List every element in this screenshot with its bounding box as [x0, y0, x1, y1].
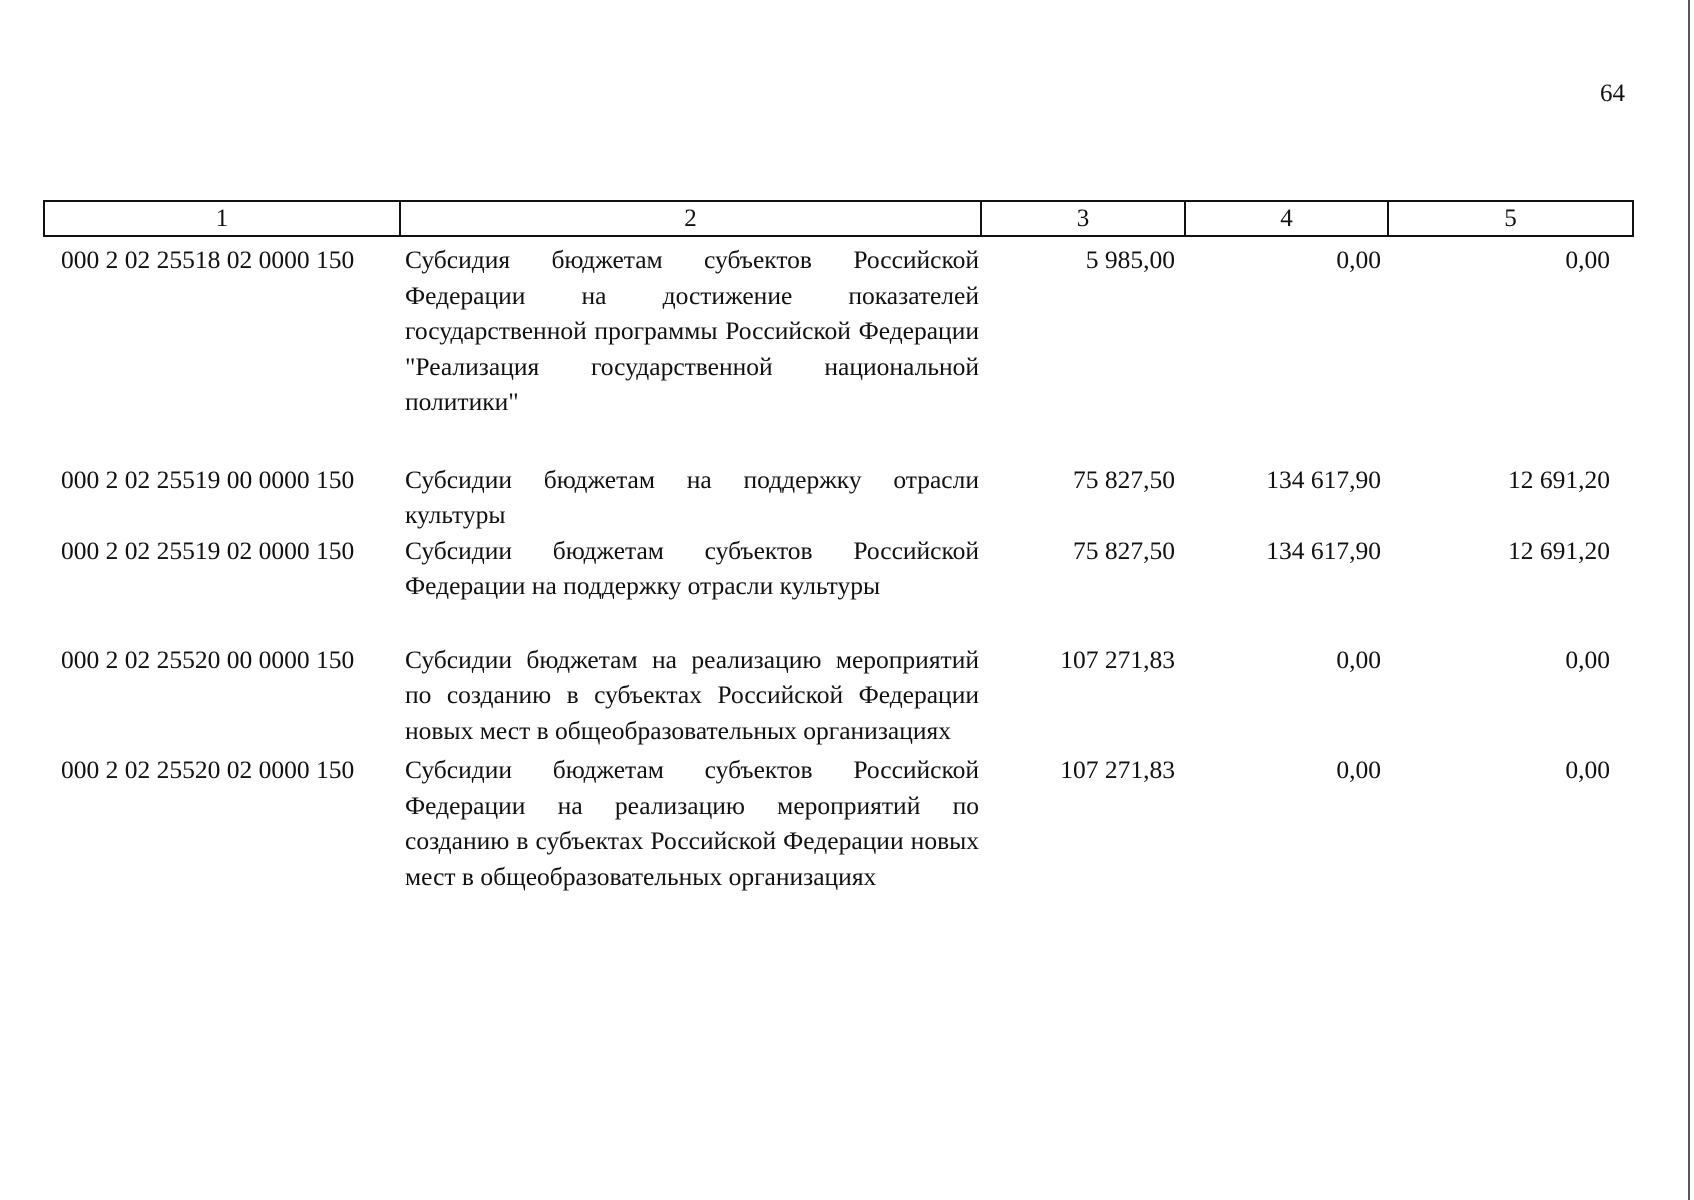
table-row	[43, 752, 1634, 894]
row-value-col3: 107 271,83	[1060, 644, 1175, 674]
row-value-col4: 134 617,90	[1266, 464, 1381, 494]
row-code: 000 2 02 25520 00 0000 150	[61, 644, 355, 674]
table-row	[43, 462, 1634, 533]
row-code: 000 2 02 25519 02 0000 150	[61, 535, 355, 565]
header-cell-2: 2	[401, 202, 982, 235]
header-cell-5: 5	[1504, 205, 1517, 232]
table-header	[43, 200, 1634, 237]
row-description: Субсидии бюджетам субъектов Российской Федерации на реализацию мероприятий по созданию в субъектах Российской Федерации новых мест в общеобразовательных организациях	[405, 755, 979, 891]
row-description: Субсидия бюджетам субъектов Российской Федерации на достижение показателей государственной программы Российской Федерации "Реализация государственной национальной политики"	[405, 245, 979, 416]
row-value-col3: 5 985,00	[1085, 245, 1175, 274]
table-body	[43, 242, 1634, 894]
row-description: Субсидии бюджетам на поддержку отрасли культуры	[405, 464, 979, 529]
header-cell-3: 3	[982, 202, 1186, 235]
row-value-col3: 75 827,50	[1073, 535, 1175, 565]
row-value-col4: 0,00	[1336, 755, 1381, 784]
page-number: 64	[1600, 80, 1625, 107]
header-cell-4: 4	[1186, 202, 1389, 235]
row-code: 000 2 02 25518 02 0000 150	[61, 245, 355, 274]
table-row	[43, 242, 1634, 420]
row-value-col5: 12 691,20	[1508, 464, 1610, 494]
row-value-col4: 134 617,90	[1266, 535, 1381, 565]
row-value-col5: 0,00	[1565, 644, 1610, 674]
row-value-col4: 0,00	[1336, 644, 1381, 674]
row-value-col5: 0,00	[1565, 755, 1610, 784]
row-value-col3: 75 827,50	[1073, 464, 1175, 494]
table-row	[43, 533, 1634, 604]
row-value-col4: 0,00	[1336, 245, 1381, 274]
row-code: 000 2 02 25520 02 0000 150	[61, 755, 355, 784]
table-row	[43, 642, 1634, 749]
row-value-col3: 107 271,83	[1060, 755, 1175, 784]
header-cell-1: 1	[45, 202, 401, 235]
row-value-col5: 0,00	[1565, 245, 1610, 274]
row-description: Субсидии бюджетам субъектов Российской Федерации на поддержку отрасли культуры	[405, 535, 979, 600]
row-code: 000 2 02 25519 00 0000 150	[61, 464, 355, 494]
row-value-col5: 12 691,20	[1508, 535, 1610, 565]
row-description: Субсидии бюджетам на реализацию мероприятий по созданию в субъектах Российской Федерации новых мест в общеобразовательных организациях	[405, 644, 979, 745]
page-edge-line	[1688, 0, 1690, 1200]
